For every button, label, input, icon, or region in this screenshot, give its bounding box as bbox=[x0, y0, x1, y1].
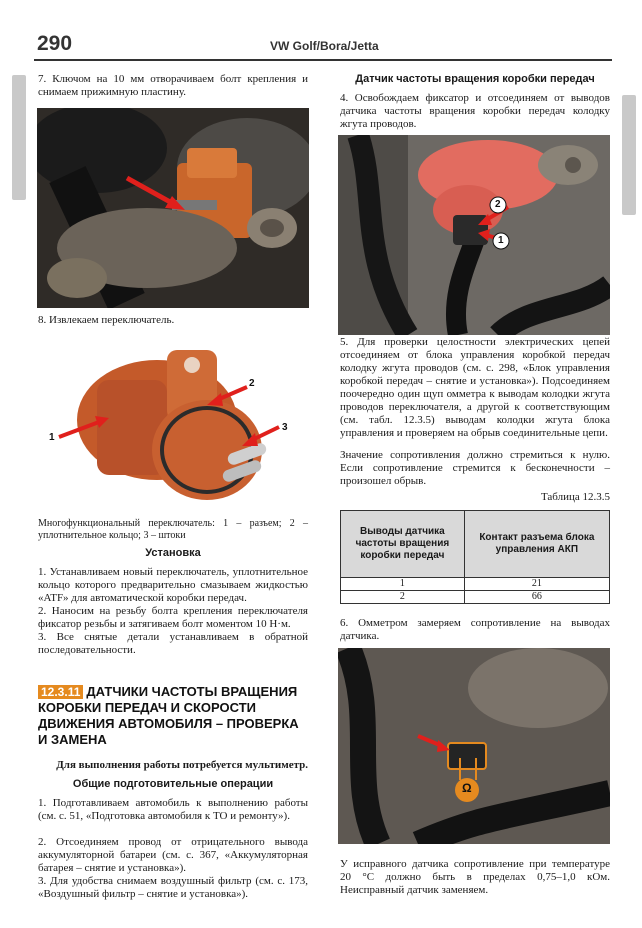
table-row bbox=[341, 591, 610, 604]
section-number-badge: 12.3.11 bbox=[38, 685, 83, 699]
prep-step-3: 3. Для удобства снимаем воздушный фильтр (см. с. 173, «Воздушный фильтр – снятие и установка»). bbox=[38, 875, 308, 900]
step-7-text: 7. Ключом на 10 мм отворачиваем болт крепления и снимаем прижимную пластину. bbox=[38, 73, 308, 98]
install-heading: Установка bbox=[145, 547, 201, 559]
table-header-cell: Контакт разъема блока управления АКП bbox=[464, 511, 609, 578]
install-step-1: 1. Устанавливаем новый переключатель, уплотнительное кольцо которого предварительно смазываем жидкостью «ATF» для автоматической коробки передач. bbox=[38, 566, 308, 604]
table-cell: 21 bbox=[464, 578, 609, 591]
final-note: У исправного датчика сопротивление при температуре 20 °С должно быть в пределах 0,75–1,0 кОм. Неисправный датчик заменяем. bbox=[340, 858, 610, 896]
photo-connector-disconnect bbox=[338, 135, 610, 335]
table-header-row bbox=[341, 511, 610, 578]
step-5-text: 5. Для проверки целостности электрических цепей отсоединяем от блока управления коробкой передач колодку жгута проводов (см. с. 298, «Блок управления коробкой передач – снятие и установка»). Подсоединяем поочередно один щуп омметра к выводам колодки жгута проводов переключателя, а другой к соответствующим (см. табл. 12.3.5) выводам колодки жгута блока управления и проверяем на обрыв соединительные цепи. bbox=[340, 336, 610, 439]
table-cell: 1 bbox=[341, 578, 465, 591]
marker-3: 3 bbox=[282, 422, 288, 433]
page-number: 290 bbox=[37, 32, 73, 55]
margin-indicator bbox=[12, 75, 26, 200]
table-cell: 66 bbox=[464, 591, 609, 604]
right-heading: Датчик частоты вращения коробки передач bbox=[355, 73, 595, 85]
prep-step-1: 1. Подготавливаем автомобиль к выполнению работы (см. с. 51, «Подготовка автомобиля к ТО и ремонту»). bbox=[38, 797, 308, 822]
running-header-title: VW Golf/Bora/Jetta bbox=[270, 39, 379, 53]
photo-resistance-measurement bbox=[338, 648, 610, 844]
switch-caption: Многофункциональный переключатель: 1 – разъем; 2 – уплотнительное кольцо; 3 – штоки bbox=[38, 518, 308, 541]
section-title bbox=[38, 684, 308, 748]
step-6-text: 6. Омметром замеряем сопротивление на выводах датчика. bbox=[340, 617, 610, 642]
header-rule bbox=[34, 59, 612, 61]
margin-indicator bbox=[622, 95, 636, 215]
step-4-text: 4. Освобождаем фиксатор и отсоединяем от выводов датчика частоты вращения коробки передач колодку жгута проводов. bbox=[340, 92, 610, 130]
tool-note: Для выполнения работы потребуется мультиметр. bbox=[56, 759, 308, 771]
table-header-cell: Выводы датчика частоты вращения коробки передач bbox=[341, 511, 465, 578]
install-step-2: 2. Наносим на резьбу болта крепления переключателя фиксатор резьбы и затягиваем болт моментом 10 Н·м. bbox=[38, 605, 308, 630]
prep-step-2: 2. Отсоединяем провод от отрицательного вывода аккумуляторной батареи (см. с. 367, «Аккумуляторная батарея – снятие и установка»). bbox=[38, 836, 308, 874]
step-8-text: 8. Извлекаем переключатель. bbox=[38, 314, 175, 326]
photo-bolt-removal bbox=[37, 108, 309, 308]
marker-1: 1 bbox=[498, 235, 504, 246]
table-cell: 2 bbox=[341, 591, 465, 604]
photo-multifunction-switch bbox=[37, 330, 309, 515]
table-label: Таблица 12.3.5 bbox=[540, 491, 610, 503]
marker-2: 2 bbox=[249, 378, 255, 389]
table-row bbox=[341, 578, 610, 591]
prep-heading: Общие подготовительные операции bbox=[72, 778, 274, 790]
marker-1: 1 bbox=[49, 432, 55, 443]
install-step-3: 3. Все снятые детали устанавливаем в обратной последовательности. bbox=[38, 631, 308, 656]
table-12-3-5 bbox=[340, 510, 610, 604]
section-title-text: ДАТЧИКИ ЧАСТОТЫ ВРАЩЕНИЯ КОРОБКИ ПЕРЕДАЧ И СКОРОСТИ ДВИЖЕНИЯ АВТОМОБИЛЯ – ПРОВЕРКА И ЗАМЕНА bbox=[38, 684, 299, 747]
resistance-note: Значение сопротивления должно стремиться к нулю. Если сопротивление стремится к бесконечности – произошел обрыв. bbox=[340, 449, 610, 487]
marker-2: 2 bbox=[495, 199, 501, 210]
ohm-symbol: Ω bbox=[462, 781, 472, 795]
